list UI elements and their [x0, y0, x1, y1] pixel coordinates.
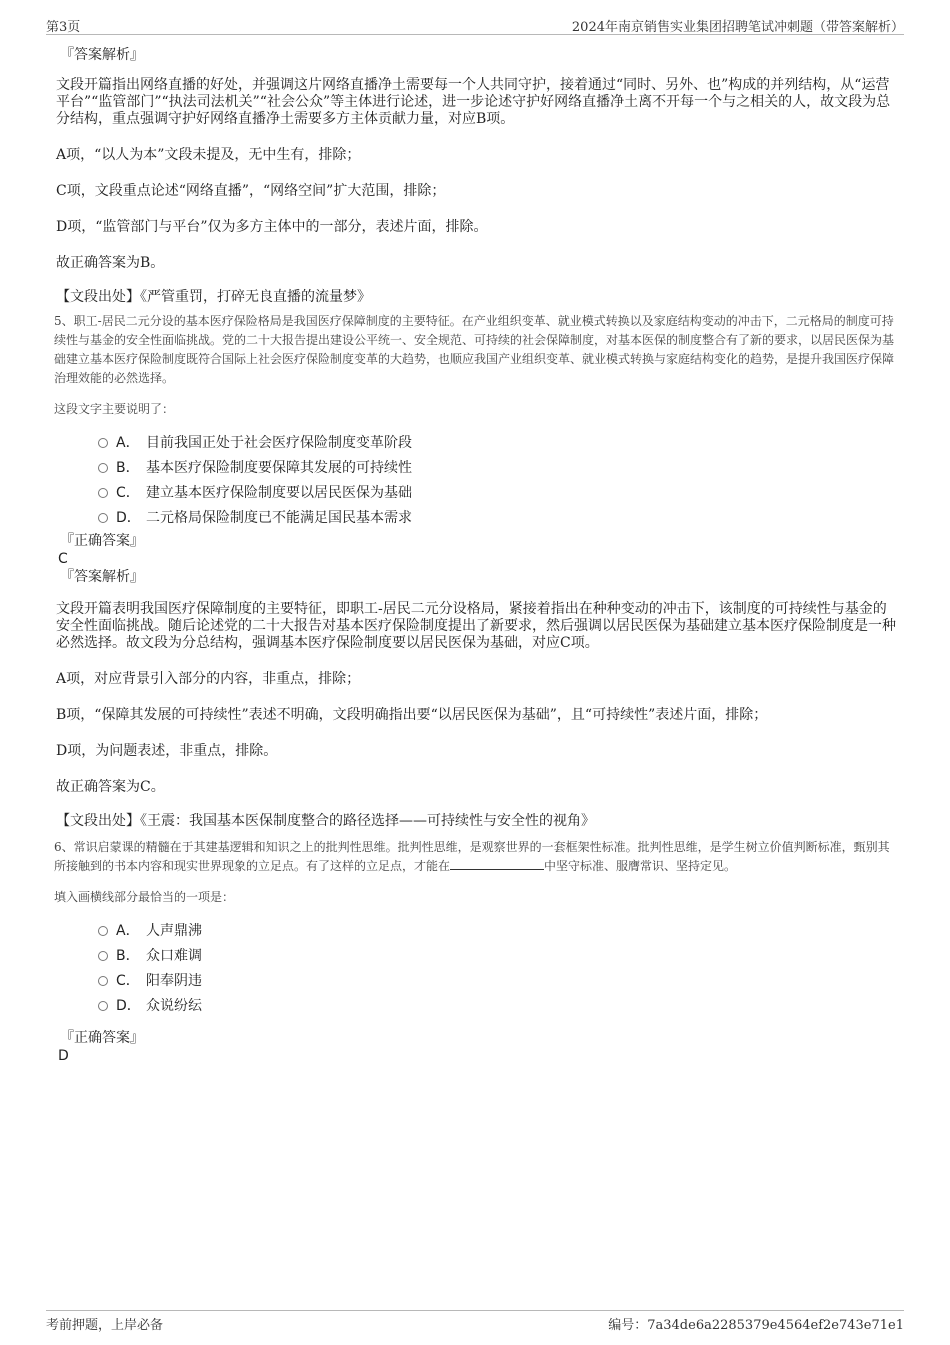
q5-option-c[interactable]: C． 建立基本医疗保险制度要以居民医保为基础 [56, 479, 896, 504]
q5-option-a[interactable]: A． 目前我国正处于社会医疗保险制度变革阶段 [56, 429, 896, 454]
q6-answer-label: 『正确答案』 [60, 1030, 144, 1046]
page-header [46, 14, 904, 35]
radio-button[interactable] [98, 463, 108, 473]
radio-button[interactable] [98, 951, 108, 961]
q6-option-c[interactable]: C． 阳奉阴违 [56, 967, 896, 992]
q5-prompt: 这段文字主要说明了： [54, 402, 175, 416]
q4-option-c-note: C项，文段重点论述“网络直播”，“网络空间”扩大范围，排除； [56, 183, 446, 199]
q4-source: 【文段出处】《严管重罚，打碎无良直播的流量梦》 [56, 289, 371, 305]
q4-option-d-note: D项，“监管部门与平台”仅为多方主体中的一部分，表述片面，排除。 [56, 219, 488, 235]
q6-answer: D [58, 1048, 69, 1064]
page-footer [46, 1310, 904, 1333]
radio-button[interactable] [98, 488, 108, 498]
q5-answer-label: 『正确答案』 [60, 533, 144, 549]
fill-in-blank [450, 857, 544, 870]
q6-option-b[interactable]: B． 众口难调 [56, 942, 896, 967]
q5-analysis-label: 『答案解析』 [60, 569, 144, 585]
q5-option-d[interactable]: D． 二元格局保险制度已不能满足国民基本需求 [56, 504, 896, 529]
q5-option-b[interactable]: B． 基本医疗保险制度要保障其发展的可持续性 [56, 454, 896, 479]
q5-options [56, 429, 896, 529]
q6-stem: 6、常识启蒙课的精髓在于其建基逻辑和知识之上的批判性思维。批判性思维，是观察世界的一套框架性标准。批判性思维，是学生树立价值判断标准，甄别其所接触到的书本内容和现实世界现象的立足点。有了这样的立足点，才能在 中坚守标准、服膺常识、坚持定见。 [54, 840, 890, 873]
q6-prompt: 填入画横线部分最恰当的一项是： [54, 890, 235, 904]
q6-option-d[interactable]: D． 众说纷纭 [56, 992, 896, 1017]
q4-option-a-note: A项，“以人为本”文段未提及，无中生有，排除； [56, 147, 361, 163]
q4-analysis: 文段开篇指出网络直播的好处，并强调这片网络直播净土需要每一个人共同守护，接着通过“同时、另外、也”构成的并列结构，从“运营平台”“监管部门”“执法司法机关”“社会公众”等主体进行论述，进一步论述守护好网络直播净土离不开每一个与之相关的人，故文段为总分结构，重点强调守护好网络直播净土需要多方主体贡献力量，对应B项。 [56, 77, 891, 127]
q4-conclusion: 故正确答案为B。 [56, 255, 165, 271]
document-title: 2024年南京销售实业集团招聘笔试冲刺题（带答案解析） [571, 20, 904, 35]
q5-source: 【文段出处】《王震：我国基本医保制度整合的路径选择——可持续性与安全性的视角》 [56, 813, 595, 829]
radio-button[interactable] [98, 1001, 108, 1011]
q5-conclusion: 故正确答案为C。 [56, 779, 165, 795]
footer-slogan: 考前押题，上岸必备 [46, 1318, 164, 1333]
q5-stem: 5、职工-居民二元分设的基本医疗保险格局是我国医疗保障制度的主要特征。在产业组织变革、就业模式转换以及家庭结构变动的冲击下，二元格局的制度可持续性与基金的安全性面临挑战。党的二十大报告提出建设公平统一、安全规范、可持续的社会保障制度，对基本医保的制度整合有了新的要求，以居民医保为基础建立基本医疗保险制度既符合国际上社会医疗保险制度变革的大趋势，也顺应我国产业组织变革、就业模式转换与家庭结构变化的趋势，是提升我国医疗保障治理效能的必然选择。 [54, 314, 895, 385]
q4-analysis-label: 『答案解析』 [60, 47, 144, 63]
page-number: 第3页 [46, 20, 81, 35]
radio-button[interactable] [98, 513, 108, 523]
radio-button[interactable] [98, 926, 108, 936]
radio-button[interactable] [98, 438, 108, 448]
document-body [56, 46, 896, 1065]
q5-option-a-note: A项，对应背景引入部分的内容，非重点，排除； [56, 671, 361, 687]
q5-answer: C [58, 551, 68, 567]
document-id: 编号：7a34de6a2285379e4564ef2e743e71e1 [608, 1318, 904, 1333]
q5-option-d-note: D项，为问题表述，非重点，排除。 [56, 743, 278, 759]
radio-button[interactable] [98, 976, 108, 986]
q6-option-a[interactable]: A． 人声鼎沸 [56, 917, 896, 942]
q6-options [56, 917, 896, 1017]
q5-option-b-note: B项，“保障其发展的可持续性”表述不明确，文段明确指出要“以居民医保为基础”，且“可持续性”表述片面，排除； [56, 707, 768, 723]
q5-analysis: 文段开篇表明我国医疗保障制度的主要特征，即职工-居民二元分设格局，紧接着指出在种种变动的冲击下，该制度的可持续性与基金的安全性面临挑战。随后论述党的二十大报告对基本医疗保险制度提出了新要求，然后强调以居民医保为基础建立基本医疗保险制度是一种必然选择。故文段为分总结构，强调基本医疗保险制度要以居民医保为基础，对应C项。 [56, 601, 896, 651]
